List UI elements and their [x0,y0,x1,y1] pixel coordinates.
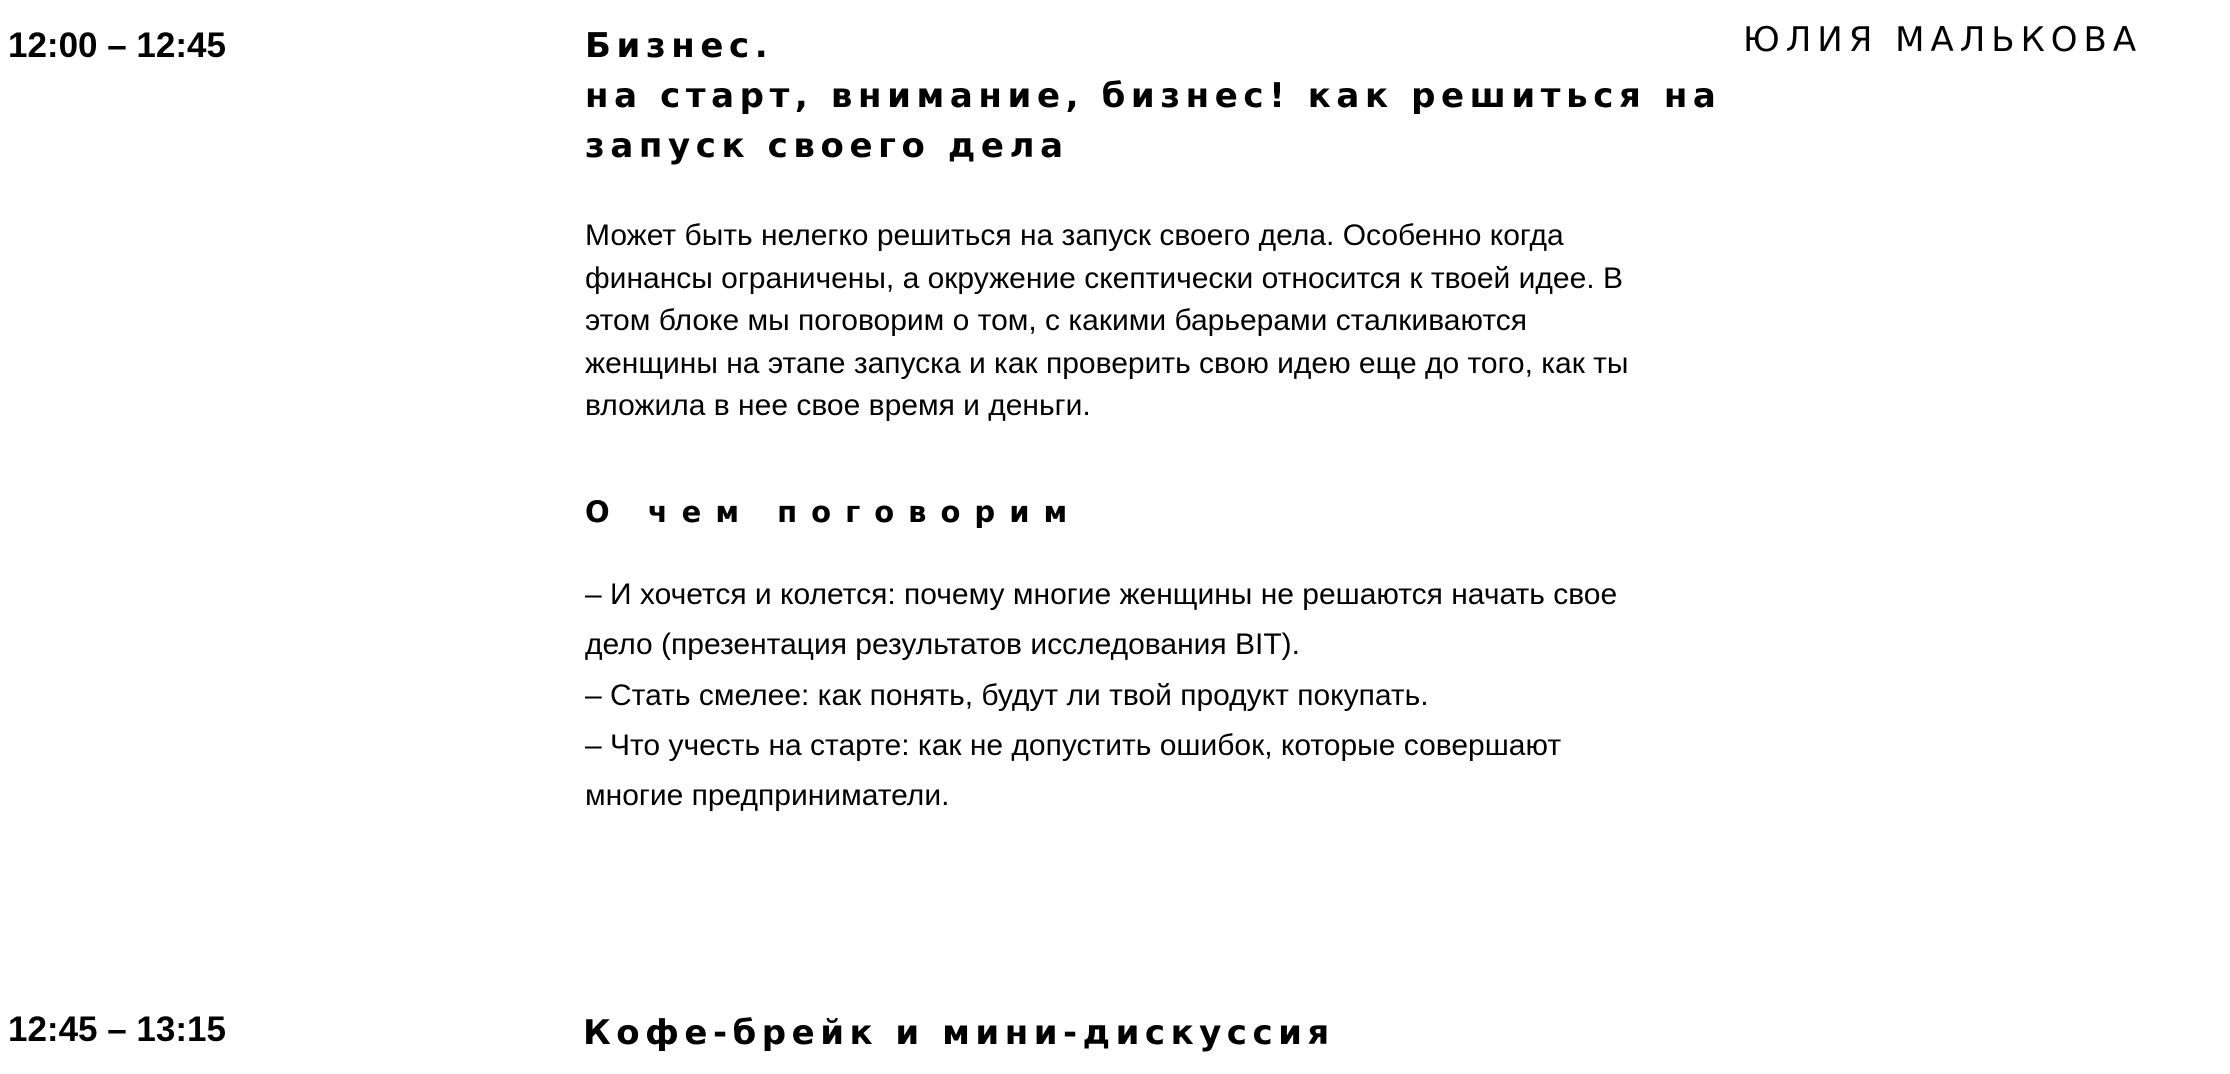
session-title: Кофе-брейк и мини-дискуссия [583,1013,1335,1053]
session-title-line: на старт, внимание, бизнес! как решиться на [585,76,1722,116]
description-line: вложила в нее свое время и деньги. [585,389,1091,422]
topic-line: дело (презентация результатов исследования BIT). [585,628,1300,661]
session-time: 12:00 – 12:45 [8,26,226,65]
description-line: финансы ограничены, а окружение скептически относится к твоей идее. В [585,262,1623,295]
description-line: этом блоке мы поговорим о том, с какими барьерами сталкиваются [585,304,1527,337]
speaker-name: ЮЛИЯ МАЛЬКОВА [1743,20,2143,60]
session-time: 12:45 – 13:15 [8,1010,226,1049]
session-category: Бизнес. [585,26,774,66]
topic-line: – Что учесть на старте: как не допустить ошибок, которые совершают [585,729,1562,762]
topics-heading: О чем поговорим [585,495,1082,529]
topic-line: многие предприниматели. [585,779,950,812]
topic-line: – И хочется и колется: почему многие женщины не решаются начать свое [585,578,1618,611]
description-line: женщины на этапе запуска и как проверить свою идею еще до того, как ты [585,347,1629,380]
session-title-line: запуск своего дела [585,126,1069,166]
topic-line: – Стать смелее: как понять, будут ли твой продукт покупать. [585,679,1429,712]
description-line: Может быть нелегко решиться на запуск своего дела. Особенно когда [585,219,1564,252]
